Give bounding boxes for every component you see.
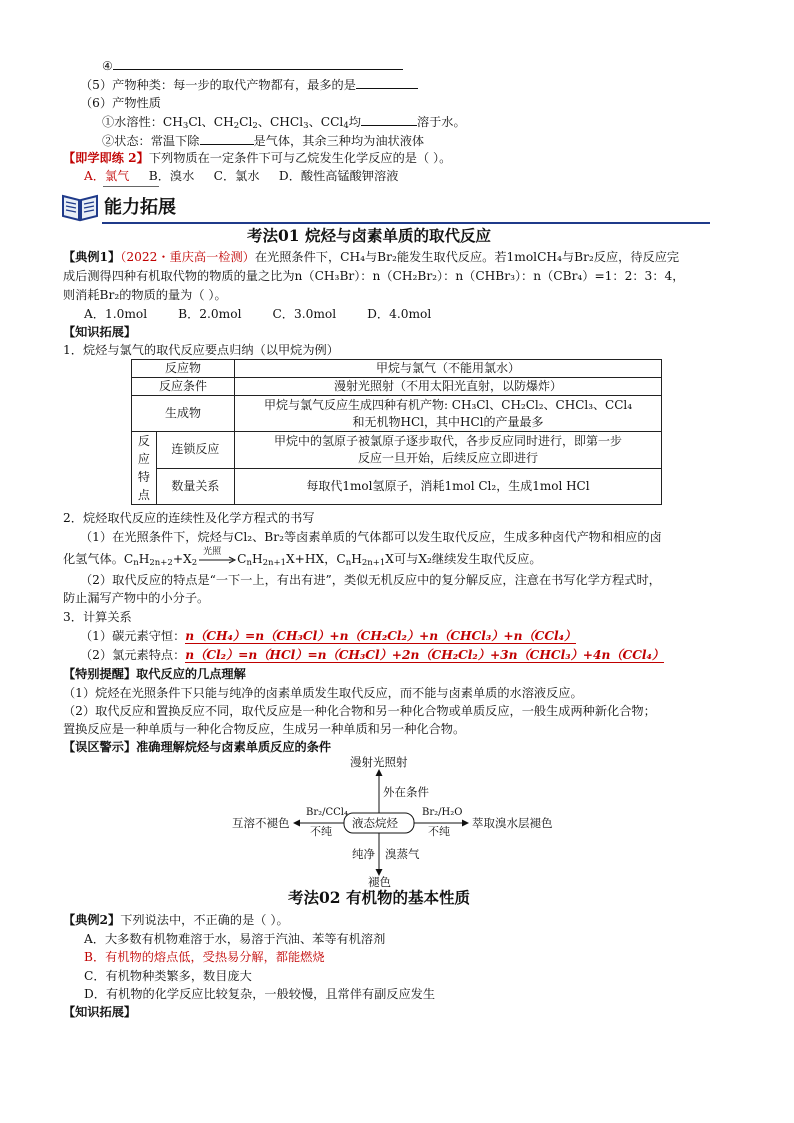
- table-cell: 连锁反应: [156, 432, 234, 469]
- table-cell: 甲烷与氯气（不能用氯水）: [235, 360, 662, 378]
- table-cell: 甲烷中的氢原子被氯原子逐步取代，各步反应同时进行，即第一步 反应一旦开始，后续反应立即进行: [235, 432, 662, 469]
- kf1-example-line2: 成后测得四种有机取代物的物质的量之比为n（CH₃Br）：n（CH₂Br₂）：n（CHBr₃）：n（CBr₄）=1：2：3：4，: [63, 269, 685, 283]
- table-cell: 反应物: [132, 360, 235, 378]
- light-arrow: 光照: [197, 554, 237, 566]
- label-external: 外在条件: [383, 785, 429, 799]
- section-rule: [102, 222, 710, 224]
- tip-2b: 置换反应是一种单质与一种化合物反应，生成另一种单质和另一种化合物。: [63, 722, 466, 736]
- chlorine-relation: （2）氯元素特点：n（Cl₂）=n（HCl）=n（CH₃Cl）+2n（CH₂Cl₂）+3n（CHCl₃）+4n（CCl₄）: [80, 648, 665, 662]
- label-bromine-vapor: 溴蒸气: [385, 847, 420, 861]
- label-impure-left: 不纯: [310, 825, 332, 838]
- item-4: ④: [102, 57, 403, 74]
- kf2-option-b: B．有机物的熔点低，受热易分解，都能燃烧: [84, 950, 325, 964]
- node-diffuse-light: 漫射光照射: [350, 755, 408, 769]
- alkane-condition-diagram: [222, 750, 566, 890]
- table-cell: 漫射光照射（不用太阳光直射，以防爆炸）: [235, 378, 662, 396]
- carbon-conservation: （1）碳元素守恒：n（CH₄）=n（CH₃Cl）+n（CH₂Cl₂）+n（CHCl₃）+n（CCl₄）: [80, 629, 577, 643]
- kf2-example: 【典例2】下列说法中，不正确的是（ ）。: [63, 913, 289, 927]
- kf2-option-a: A．大多数有机物难溶于水，易溶于汽油、苯等有机溶剂: [84, 932, 386, 946]
- table-cell: 反应条件: [132, 378, 235, 396]
- section-header: [60, 190, 710, 226]
- kf1-knowledge-2-2b: 防止漏写产物中的小分子。: [63, 591, 210, 605]
- label-br2-ccl4: Br₂/CCl₄: [306, 807, 349, 818]
- table-cell: 甲烷与氯气反应生成四种有机产物: CH₃Cl、CH₂Cl₂、CHCl₃、CCl₄ 和无机物HCl，其中HCl的产量最多: [235, 396, 662, 432]
- node-fade: 褪色: [368, 875, 391, 889]
- kf1-example-line1: 【典例1】（2022・重庆高一检测）在光照条件下，CH₄与Br₂能发生取代反应。若1molCH₄与Br₂反应，待反应完: [63, 250, 680, 264]
- item-5: （5）产物种类：每一步的取代产物都有，最多的是: [80, 76, 418, 93]
- label-pure: 纯净: [352, 847, 375, 861]
- table-cell: 反应特点: [132, 432, 157, 505]
- kf2-title: 考法02 有机物的基本性质: [288, 888, 470, 907]
- node-no-fade: 互溶不褪色: [232, 816, 290, 830]
- item-6-state: ②状态：常温下除 是气体，其余三种均为油状液体: [102, 134, 425, 148]
- table-cell: 生成物: [132, 396, 235, 432]
- practice-2: 【即学即练 2】下列物质在一定条件下可与乙烷发生化学反应的是（ ）。: [63, 151, 452, 165]
- item-6-solubility: ①水溶性：$CH_3Cl$、$CH_2Cl_2$、CHCl$_3$、CCl$_4$均 溶于水。: [102, 115, 466, 131]
- kf1-knowledge-2: 2．烷烃取代反应的连续性及化学方程式的书写: [63, 511, 315, 525]
- kf1-knowledge-3: 3．计算关系: [63, 610, 132, 624]
- kf2-option-d: D．有机物的化学反应比较复杂，一般较慢，且常伴有副反应发生: [84, 987, 436, 1001]
- kf1-knowledge-1: 1．烷烃与氯气的取代反应要点归纳（以甲烷为例）: [63, 343, 339, 357]
- kf2-knowledge-tag: 【知识拓展】: [63, 1005, 137, 1019]
- tip-heading: 【特别提醒】取代反应的几点理解: [63, 667, 246, 681]
- divider-short: [103, 186, 159, 187]
- node-liquid-alkane: 液态烷烃: [352, 816, 398, 830]
- table-cell: 每取代1mol氢原子，消耗1mol Cl₂，生成1mol HCl: [235, 468, 662, 505]
- item-6: （6）产物性质: [80, 96, 161, 110]
- label-impure-right: 不纯: [428, 825, 450, 838]
- table-cell: 数量关系: [156, 468, 234, 505]
- tip-2a: （2）取代反应和置换反应不同，取代反应是一种化合物和另一种化合物或单质反应，一般生成两种新化合物；: [63, 704, 656, 718]
- kf1-knowledge-2-2a: （2）取代反应的特点是“一下一上，有出有进”，类似无机反应中的复分解反应，注意在书写化学方程式时，: [80, 573, 661, 587]
- kf1-options: A．1.0mol B．2.0mol C．3.0mol D．4.0mol: [84, 307, 432, 321]
- kf1-knowledge-2-1a: （1）在光照条件下，烷烃与Cl₂、Br₂等卤素单质的气体都可以发生取代反应，生成多种卤代产物和相应的卤: [80, 530, 662, 544]
- node-extract-fade: 萃取溴水层褪色: [472, 816, 553, 830]
- practice-2-options: A．氯气 B．溴水 C．氯水 D．酸性高锰酸钾溶液: [84, 169, 399, 183]
- tip-1: （1）烷烃在光照条件下只能与纯净的卤素单质发生取代反应，而不能与卤素单质的水溶液反应。: [63, 686, 583, 700]
- kf1-title: 考法01 烷烃与卤素单质的取代反应: [247, 226, 491, 245]
- kf2-option-c: C．有机物种类繁多，数目庞大: [84, 969, 252, 983]
- section-title: 能力拓展: [104, 197, 176, 218]
- chlorination-table: [131, 359, 662, 505]
- kf1-knowledge-tag: 【知识拓展】: [63, 325, 137, 339]
- kf1-example-line3: 则消耗Br₂的物质的量为（ ）。: [63, 288, 227, 302]
- label-br2-h2o: Br₂/H₂O: [422, 807, 463, 818]
- book-icon: [60, 190, 100, 224]
- kf1-knowledge-2-1b: 化氢气体。$C_nH_{2n+2}+X_2$ 光照 $C_nH_{2n+1}X+HX$，$C_nH_{2n+1}X$可与X₂继续发生取代反应。: [63, 546, 542, 568]
- warn-heading: 【误区警示】准确理解烷烃与卤素单质反应的条件: [63, 740, 332, 754]
